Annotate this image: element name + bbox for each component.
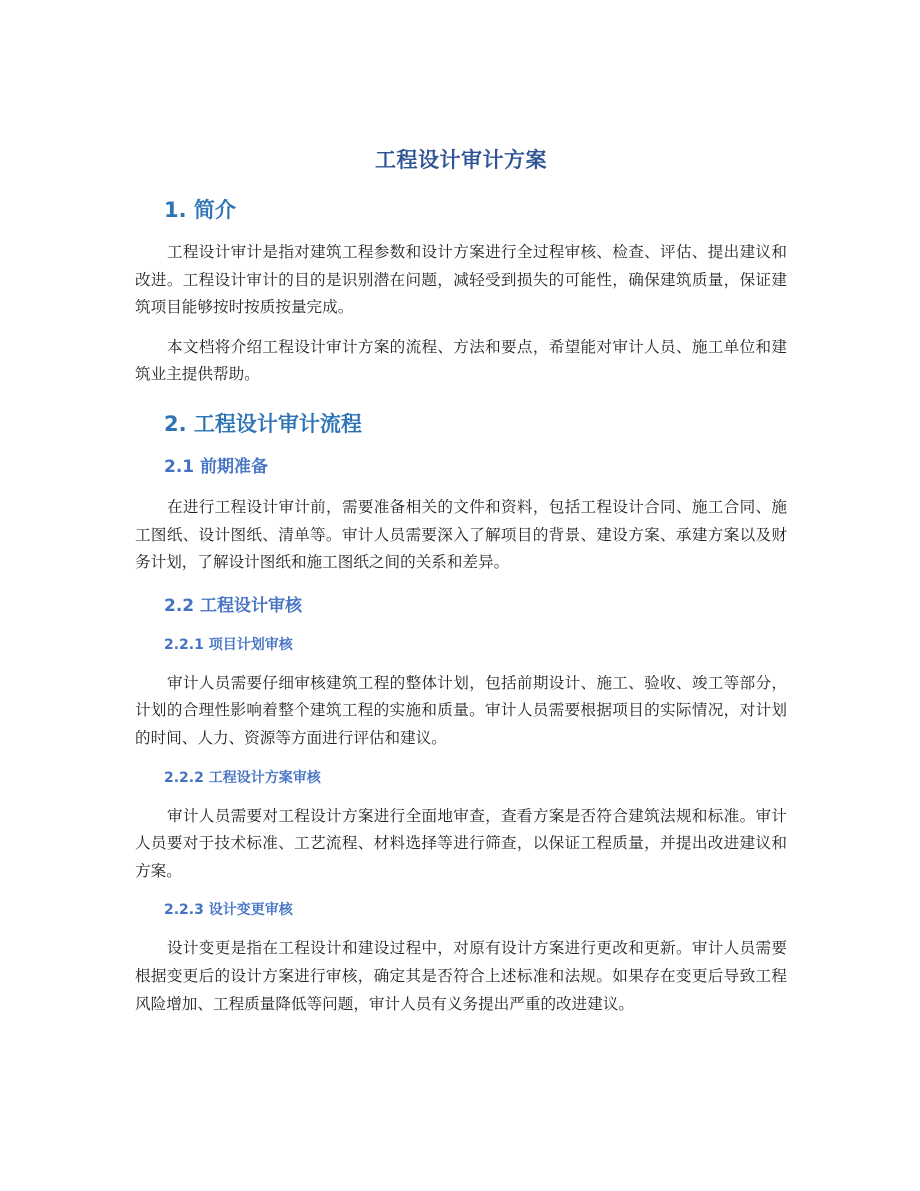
intro-paragraph-1: 工程设计审计是指对建筑工程参数和设计方案进行全过程审核、检查、评估、提出建议和改进。工程设计审计的目的是识别潜在问题，减轻受到损失的可能性，确保建筑质量，保证建筑项目能够按时按质按量完成。: [135, 243, 787, 317]
subsubsection-heading-plan-review: 2.2.1 项目计划审核: [164, 636, 293, 653]
section-heading-process: 2. 工程设计审计流程: [164, 411, 362, 436]
preparation-paragraph: 在进行工程设计审计前，需要准备相关的文件和资料，包括工程设计合同、施工合同、施工图纸、设计图纸、清单等。审计人员需要深入了解项目的背景、建设方案、承建方案以及财务计划，了解设计图纸和施工图纸之间的关系和差异。: [135, 497, 787, 572]
subsection-heading-preparation: 2.1 前期准备: [164, 456, 269, 477]
scheme-review-paragraph: 审计人员需要对工程设计方案进行全面地审查，查看方案是否符合建筑法规和标准。审计人员要对于技术标准、工艺流程、材料选择等进行筛查，以保证工程质量，并提出改进建议和方案。: [135, 806, 787, 880]
plan-review-paragraph: 审计人员需要仔细审核建筑工程的整体计划，包括前期设计、施工、验收、竣工等部分，计划的合理性影响着整个建筑工程的实施和质量。审计人员需要根据项目的实际情况，对计划的时间、人力、资源等方面进行评估和建议。: [135, 673, 787, 747]
section-heading-intro: 1. 简介: [164, 198, 236, 222]
subsection-heading-design-review: 2.2 工程设计审核: [164, 595, 303, 616]
document-body: [135, 144, 787, 1018]
document-title: 工程设计审计方案: [375, 148, 547, 172]
subsubsection-heading-change-review: 2.2.3 设计变更审核: [164, 902, 293, 919]
subsubsection-heading-scheme-review: 2.2.2 工程设计方案审核: [164, 769, 321, 786]
intro-paragraph-2: 本文档将介绍工程设计审计方案的流程、方法和要点，希望能对审计人员、施工单位和建筑业主提供帮助。: [135, 337, 787, 384]
change-review-paragraph: 设计变更是指在工程设计和建设过程中，对原有设计方案进行更改和更新。审计人员需要根据变更后的设计方案进行审核，确定其是否符合上述标准和法规。如果存在变更后导致工程风险增加、工程质量降低等问题，审计人员有义务提出严重的改进建议。: [135, 939, 787, 1013]
